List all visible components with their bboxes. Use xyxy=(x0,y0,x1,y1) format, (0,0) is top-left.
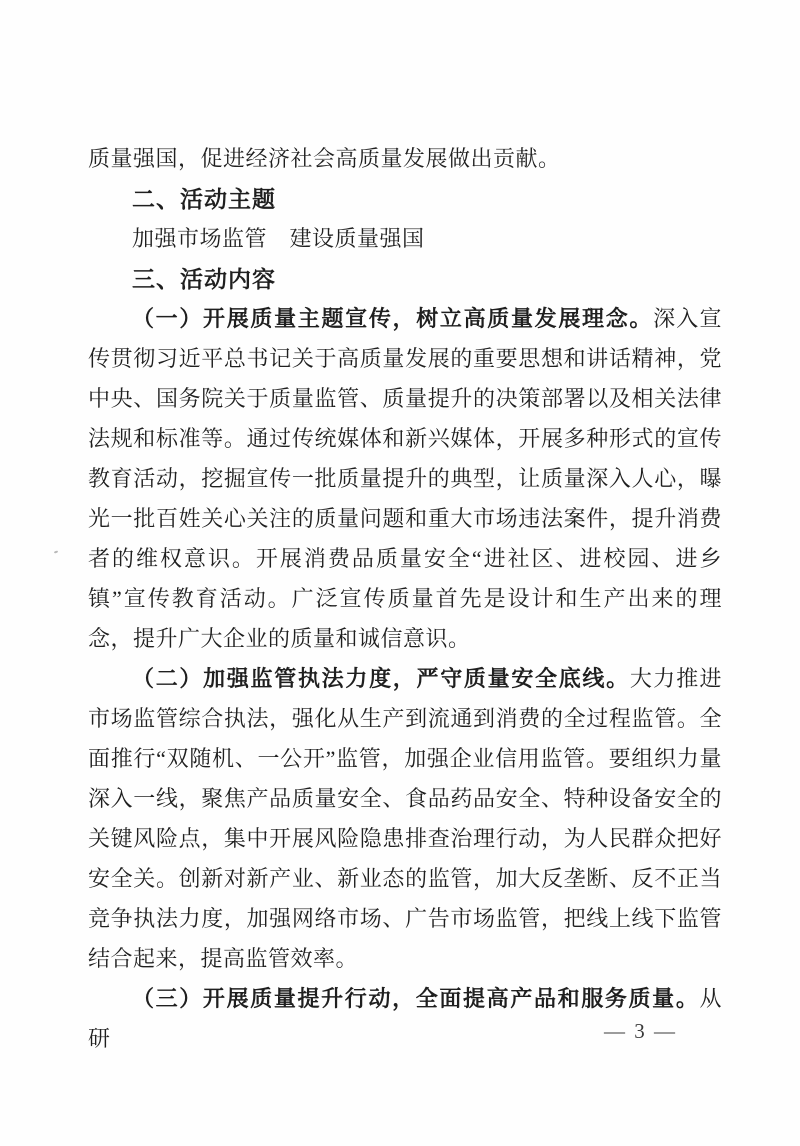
scan-speck-artifact xyxy=(54,550,58,553)
paragraph-2-lead: （二）加强监管执法力度，严守质量安全底线。 xyxy=(132,666,630,691)
theme-line: 加强市场监管 建设质量强国 xyxy=(132,226,425,251)
paragraph-3-lead: （三）开展质量提升行动，全面提高产品和服务质量。 xyxy=(132,986,700,1011)
page-number: — 3 — xyxy=(604,1019,677,1043)
document-body xyxy=(88,139,722,1059)
continuation-line: 质量强国，促进经济社会高质量发展做出贡献。 xyxy=(88,146,561,171)
paragraph-3-body: 从研 xyxy=(88,986,722,1051)
paragraph-1-lead: （一）开展质量主题宣传，树立高质量发展理念。 xyxy=(132,306,654,331)
section-heading-theme: 二、活动主题 xyxy=(132,186,276,212)
paragraph-1 xyxy=(88,299,722,659)
paragraph-2-body: 大力推进市场监管综合执法，强化从生产到流通到消费的全过程监管。全面推行“双随机、一公开”监管，加强企业信用监管。要组织力量深入一线，聚焦产品质量安全、食品药品安全、特种设备安全的关键风险点，集中开展风险隐患排查治理行动，为人民群众把好安全关。创新对新产业、新业态的监管，加大反垄断、反不正当竞争执法力度，加强网络市场、广告市场监管，把线上线下监管结合起来，提高监管效率。 xyxy=(88,666,722,971)
section-heading-content: 三、活动内容 xyxy=(132,266,276,292)
paragraph-2 xyxy=(88,659,722,979)
paragraph-1-body: 深入宣传贯彻习近平总书记关于高质量发展的重要思想和讲话精神，党中央、国务院关于质量监管、质量提升的决策部署以及相关法律法规和标准等。通过传统媒体和新兴媒体，开展多种形式的宣传教育活动，挖掘宣传一批质量提升的典型，让质量深入人心，曝光一批百姓关心关注的质量问题和重大市场违法案件，提升消费者的维权意识。开展消费品质量安全“进社区、进校园、进乡镇”宣传教育活动。广泛宣传质量首先是设计和生产出来的理念，提升广大企业的质量和诚信意识。 xyxy=(88,306,722,651)
